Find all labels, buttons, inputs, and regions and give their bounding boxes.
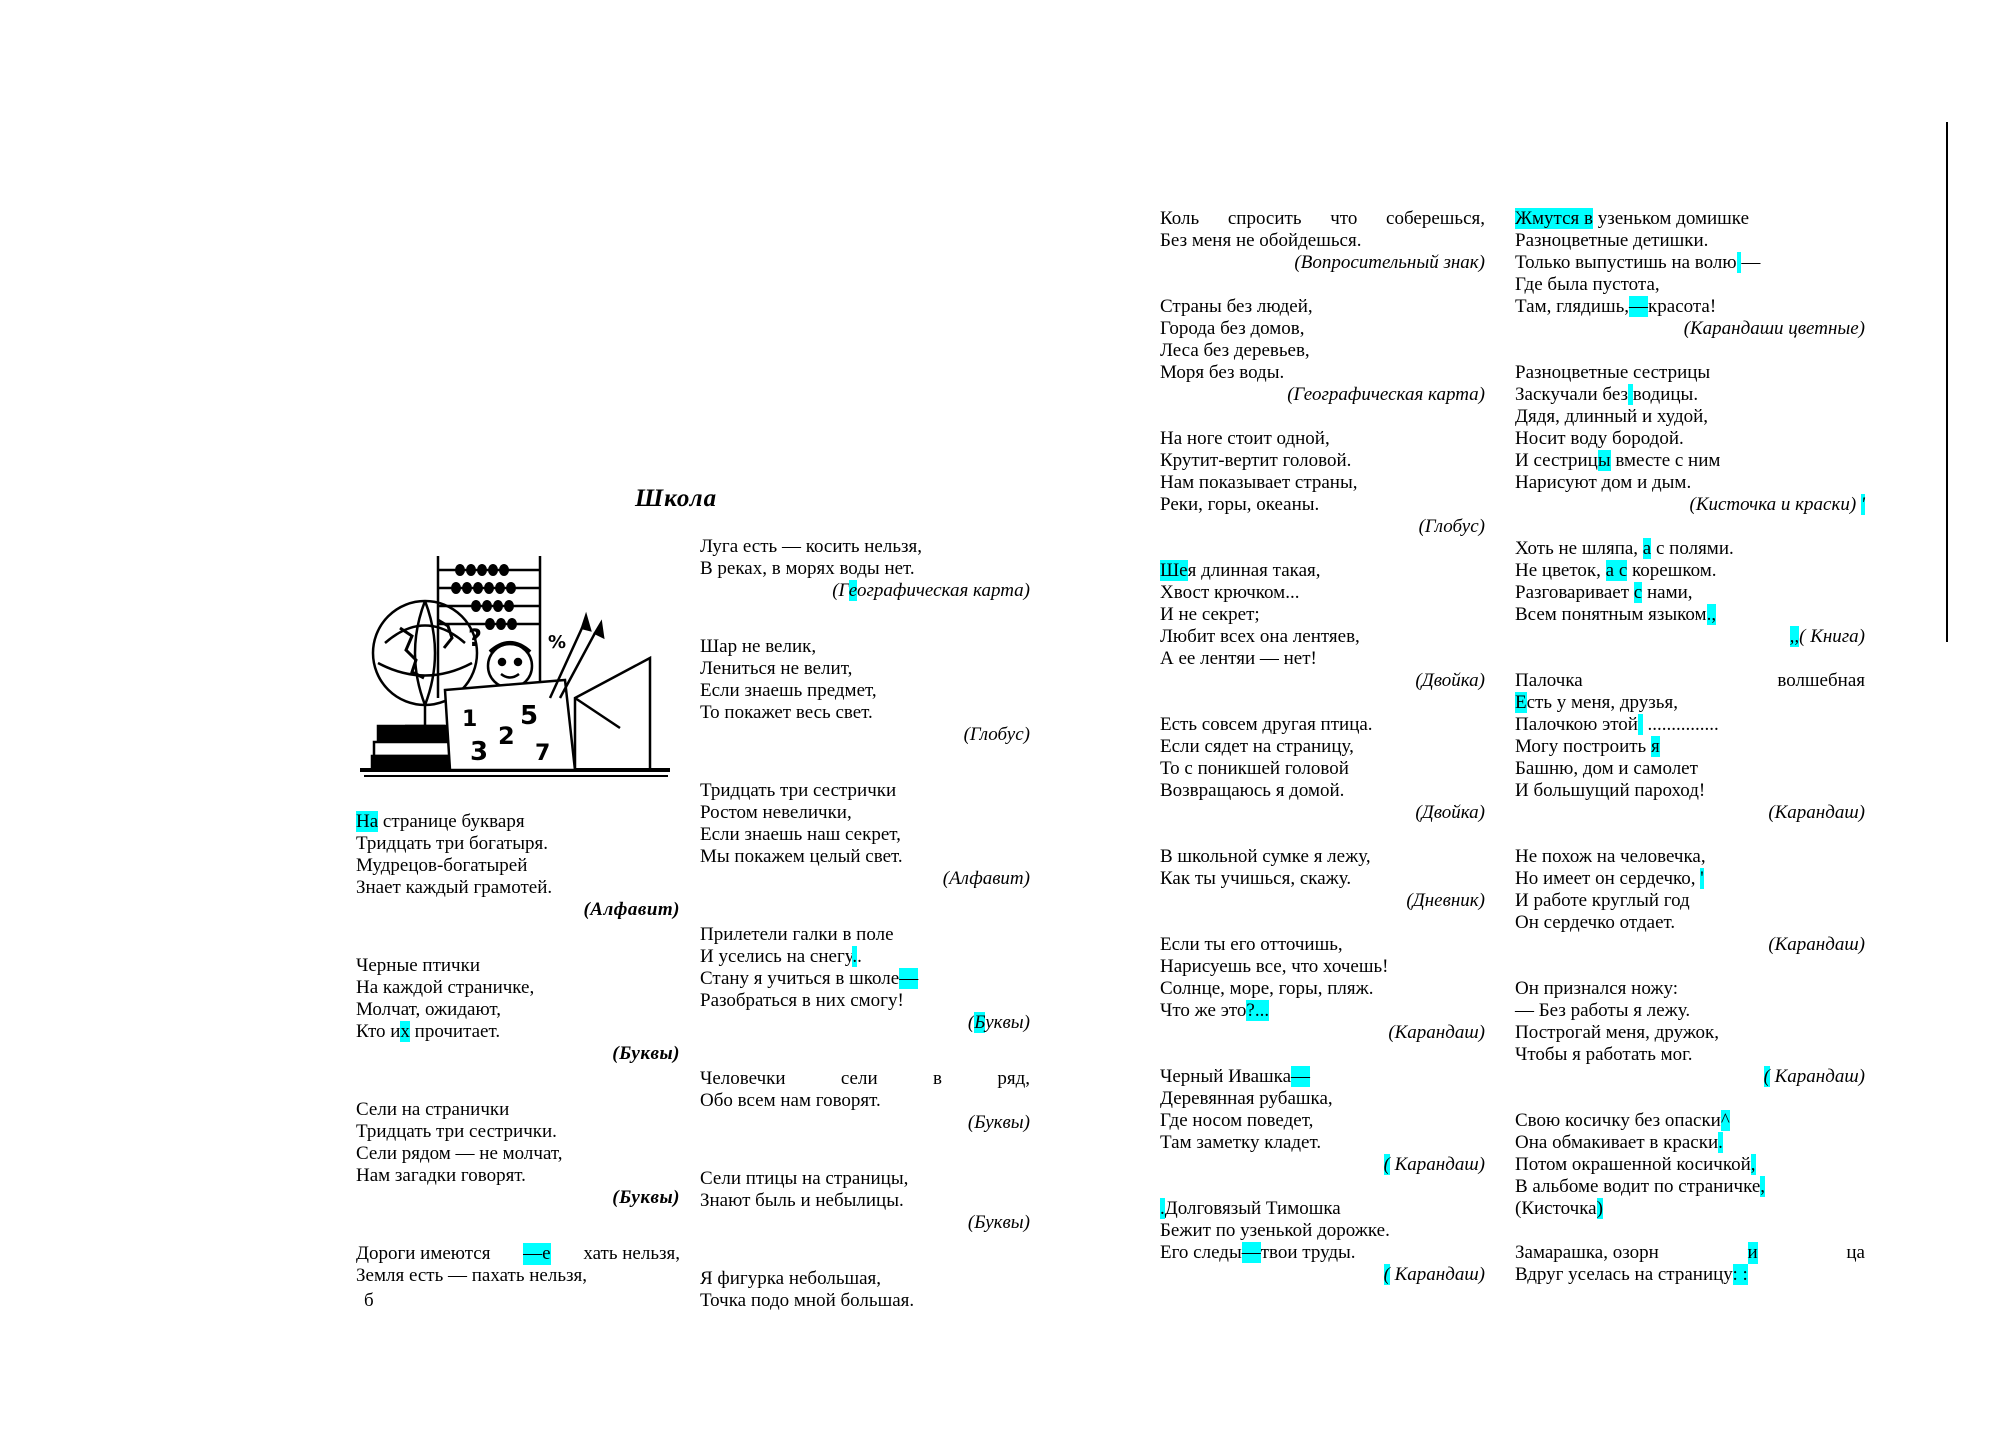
riddle-line: Коль спросить что соберешься, [1160, 208, 1485, 229]
riddle-line: Палочка волшебная [1515, 670, 1865, 691]
riddle-line [1160, 1242, 1485, 1264]
riddle-line [1515, 252, 1865, 274]
riddle-line: Тридцать три сестрички [700, 780, 897, 801]
riddle [1160, 934, 1485, 1044]
riddle-line: Там заметку кладет. [1160, 1132, 1322, 1153]
riddle-line: Луга есть — косить нельзя, [700, 536, 922, 557]
riddle-line: Мудрецов-богатырей [356, 855, 528, 876]
riddle-line: Тридцать три богатыря. [356, 833, 548, 854]
line-part-pre: Черный Ивашка [1160, 1066, 1292, 1087]
riddle-answer: (Двойка) [1415, 670, 1485, 691]
riddle-line: Он признался ножу: [1515, 978, 1679, 999]
riddle-line: Если знаешь наш секрет, [700, 824, 901, 845]
riddle-line [1515, 1154, 1865, 1176]
riddle-answer [1160, 1264, 1485, 1286]
riddle-line: Есть совсем другая птица. [1160, 714, 1373, 735]
riddle-line [700, 946, 1030, 968]
line-part-post: странице букваря [378, 811, 525, 832]
riddle [1515, 670, 1865, 824]
line-part-pre: Палочкою этой [1515, 714, 1638, 735]
riddle-line [700, 968, 1030, 990]
line-part-post: Долговязый Тимошка [1164, 1198, 1341, 1219]
riddle-line [1515, 868, 1865, 890]
svg-text:3: 3 [470, 737, 489, 767]
riddle-answer: (Глобус) [1418, 516, 1485, 537]
line-part-pre: И сестриц [1515, 450, 1598, 471]
line-part-hl: ' [1860, 494, 1865, 515]
riddle [1515, 538, 1865, 648]
line-part-pre: ( [967, 1012, 975, 1033]
svg-text:1: 1 [462, 707, 478, 732]
riddle-line: Я фигурка небольшая, [700, 1268, 882, 1289]
line-part-pre: Дороги имеются [356, 1243, 491, 1264]
line-part-hl: е [848, 580, 857, 601]
line-part-hl: Ше [1160, 560, 1188, 581]
line-part-pre: (Кисточка и краски) [1689, 494, 1861, 515]
riddle [1515, 1110, 1865, 1220]
line-part-post: — [1741, 252, 1761, 273]
riddle [1160, 1198, 1485, 1286]
line-part-hl: ( [1383, 1154, 1390, 1175]
riddle-line [1160, 1198, 1485, 1220]
page-edge-rule [1946, 122, 1948, 642]
line-part-pre: Замарашка, озорн [1515, 1242, 1659, 1263]
svg-text:5: 5 [520, 701, 539, 731]
svg-text:%: % [548, 632, 567, 653]
riddle-line: И большущий пароход! [1515, 780, 1706, 801]
line-part-pre: Его следы [1160, 1242, 1242, 1263]
riddle-line: Ростом невелички, [700, 802, 852, 823]
line-part-hl: Е [1515, 692, 1527, 713]
line-part-post: узеньком домишке [1592, 208, 1750, 229]
line-part-pre: Могу построить [1515, 736, 1651, 757]
riddle-column-2 [700, 536, 1030, 1312]
line-part-hl: Жмутся в [1515, 208, 1593, 229]
riddle-line [1515, 1242, 1865, 1264]
line-part-post: твои труды. [1260, 1242, 1356, 1263]
riddle-line: В реках, в морях воды нет. [700, 558, 915, 579]
riddle-line: На ноге стоит одной, [1160, 428, 1330, 449]
riddle-line [356, 811, 680, 833]
riddle-line [1515, 560, 1865, 582]
line-part-hl: и [1747, 1242, 1758, 1263]
riddle-line: Леса без деревьев, [1160, 340, 1310, 361]
riddle [1515, 978, 1865, 1088]
riddle-line: Сели рядом — не молчат, [356, 1143, 563, 1164]
riddle-line: Любит всех она лентяев, [1160, 626, 1360, 647]
riddle-line: Солнце, море, горы, пляж. [1160, 978, 1374, 999]
riddle-column-3 [1160, 208, 1485, 1286]
riddle [1160, 560, 1485, 692]
riddle-line: Чтобы я работать мог. [1515, 1044, 1693, 1065]
line-part-post: водицы. [1632, 384, 1699, 405]
riddle-line [1515, 450, 1865, 472]
riddle-line: Разноцветные детишки. [1515, 230, 1709, 251]
riddle-line: А ее лентяи — нет! [1160, 648, 1317, 669]
riddle-line: Молчат, ожидают, [356, 999, 502, 1020]
line-part-pre: Только выпустишь на волю [1515, 252, 1737, 273]
riddle [356, 955, 680, 1065]
riddle-line: Земля есть — пахать нельзя, [356, 1265, 588, 1286]
riddle-line [1515, 384, 1865, 406]
riddle-line: Обо всем нам говорят. [700, 1090, 881, 1111]
riddle [700, 924, 1030, 1034]
riddle-line: Башню, дом и самолет [1515, 758, 1698, 779]
riddle-line: Дядя, длинный и худой, [1515, 406, 1709, 427]
riddle-line: Нам загадки говорят. [356, 1165, 526, 1186]
riddle [1160, 846, 1485, 912]
line-part-pre: Потом окрашенной косичкой [1515, 1154, 1751, 1175]
line-part-hl: ,, [1789, 626, 1800, 647]
riddle-answer: (Глобус) [963, 724, 1030, 745]
riddle-line [1515, 1110, 1865, 1132]
line-part-pre: (Г [832, 580, 849, 601]
riddle [1515, 1242, 1865, 1286]
riddle-answer: (Буквы) [612, 1043, 680, 1064]
line-part-hl: : : [1732, 1264, 1748, 1285]
riddle-answer [1160, 1154, 1485, 1176]
line-part-post: Карандаш) [1389, 1264, 1485, 1285]
line-part-hl: ) [1596, 1198, 1603, 1219]
riddle [1515, 846, 1865, 956]
riddle-line: Моря без воды. [1160, 362, 1285, 383]
riddle-answer: (Вопросительный знак) [1294, 252, 1485, 273]
riddle-line [1515, 1176, 1865, 1198]
riddle-line: Прилетели галки в поле [700, 924, 894, 945]
riddle-line: Нарисуют дом и дым. [1515, 472, 1692, 493]
riddle-column-4 [1515, 208, 1865, 1286]
section-title: Школа [635, 485, 718, 512]
line-part-pre: Вдруг уселась на страницу [1515, 1264, 1733, 1285]
line-part-pre: Всем понятным языком [1515, 604, 1707, 625]
riddle-answer: (Буквы) [967, 1112, 1030, 1133]
line-part-post: нами, [1642, 582, 1693, 603]
line-part-hl: , [1750, 1154, 1756, 1175]
line-part-pre: (Кисточка [1515, 1198, 1597, 1219]
line-part-hl: с [1633, 582, 1643, 603]
line-part-hl: — [1291, 1066, 1311, 1087]
line-part-hl: . [1718, 1132, 1723, 1153]
line-part-hl: , [1760, 1176, 1766, 1197]
line-part-post: родой. [1631, 428, 1684, 449]
riddle [356, 1243, 680, 1287]
riddle-line: Страны без людей, [1160, 296, 1313, 317]
riddle-line: Мы покажем целый свет. [700, 846, 903, 867]
riddle-line [1515, 538, 1865, 560]
line-part-post: ............... [1642, 714, 1719, 735]
riddle [356, 811, 680, 921]
riddle-line: Реки, горы, океаны. [1160, 494, 1320, 515]
riddle [1160, 296, 1485, 406]
riddle-line: И работе круглый год [1515, 890, 1690, 911]
line-part-pre: Там, глядишь, [1515, 296, 1630, 317]
line-part-hl: На [356, 811, 379, 832]
riddle-answer: (Алфавит) [942, 868, 1030, 889]
riddle [1515, 362, 1865, 516]
riddle-line: Нам показывает страны, [1160, 472, 1358, 493]
line-part-hl: ( [1763, 1066, 1770, 1087]
riddle-line: Если сядет на страницу, [1160, 736, 1354, 757]
riddle-line: Бежит по узенькой дорожке. [1160, 1220, 1390, 1241]
riddle-line [1515, 692, 1865, 714]
riddle [1515, 208, 1865, 340]
riddle [700, 780, 1030, 890]
line-part-post: ( Книга) [1799, 626, 1865, 647]
riddle [700, 1168, 1030, 1234]
line-part-hl: ы [1597, 450, 1611, 471]
line-part-post: я длинная такая, [1187, 560, 1321, 581]
riddle-line: Без меня не обойдешься. [1160, 230, 1362, 251]
riddle-answer [700, 580, 1030, 602]
riddle-line [1515, 736, 1865, 758]
line-part-pre: Свою косичку без опаски [1515, 1110, 1721, 1131]
riddle-line [1515, 1264, 1865, 1286]
riddle-answer: (Карандаши цветные) [1683, 318, 1865, 339]
school-supplies-illustration [350, 548, 678, 782]
riddle-line [1160, 1000, 1485, 1022]
riddle-line: Черные птички [356, 955, 480, 976]
riddle-line: Шар не велик, [700, 636, 817, 657]
riddle-line: Разноцветные сестрицы [1515, 362, 1711, 383]
riddle-line: Знают быль и небылицы. [700, 1190, 904, 1211]
riddle-line: Знает каждый грамотей. [356, 877, 553, 898]
line-part-pre: Разговаривает [1515, 582, 1634, 603]
line-part-post: корешком. [1627, 560, 1717, 581]
riddle [700, 636, 1030, 746]
riddle-line [1515, 604, 1865, 626]
riddle-line: На каждой страничке, [356, 977, 535, 998]
line-part-post: уквы) [985, 1012, 1030, 1033]
line-part-pre: В альбоме водит по страничке [1515, 1176, 1761, 1197]
line-part-hl: а [1642, 538, 1652, 559]
riddle-line: Построгай меня, дружок, [1515, 1022, 1719, 1043]
riddle-answer: (Карандаш) [1768, 934, 1865, 955]
riddle-answer: (Буквы) [967, 1212, 1030, 1233]
riddle-answer: (Алфавит) [583, 899, 680, 920]
line-part-post: Карандаш) [1769, 1066, 1865, 1087]
line-part-hl: ., [1706, 604, 1717, 625]
line-part-post: Карандаш) [1389, 1154, 1485, 1175]
line-part-post: сть у меня, друзья, [1526, 692, 1678, 713]
riddle-answer: (Карандаш) [1388, 1022, 1485, 1043]
line-part-hl: ^ [1720, 1110, 1730, 1131]
riddle-line: Разобраться в них смогу! [700, 990, 904, 1011]
riddle-line [1515, 582, 1865, 604]
line-part-hl: Б [974, 1012, 986, 1033]
line-part-hl: х [400, 1021, 410, 1042]
riddle-answer: (Буквы) [612, 1187, 680, 1208]
riddle-line: Деревянная рубашка, [1160, 1088, 1333, 1109]
riddle-line [1515, 714, 1865, 736]
riddle-line: Сели птицы на страницы, [700, 1168, 909, 1189]
riddle-answer [700, 1012, 1030, 1034]
svg-text:?: ? [468, 624, 482, 652]
riddle-answer [1515, 1066, 1865, 1088]
riddle-answer: (Дневник) [1406, 890, 1485, 911]
riddle-line: — Без работы я лежу. [1515, 1000, 1691, 1021]
line-part-post: красота! [1648, 296, 1717, 317]
riddle-line: Города без домов, [1160, 318, 1305, 339]
riddle-line [1160, 560, 1485, 582]
line-part-hl: я [1650, 736, 1660, 757]
line-part-post: хать нельзя, [583, 1243, 680, 1264]
riddle-line: Как ты учишься, скажу. [1160, 868, 1352, 889]
riddle-answer: (Двойка) [1415, 802, 1485, 823]
line-part-pre: Она обмакивает в краски [1515, 1132, 1719, 1153]
line-part-hl: ?... [1246, 1000, 1270, 1021]
line-part-post: вместе с ним [1610, 450, 1721, 471]
line-part-pre: Стану я учиться в школе [700, 968, 900, 989]
riddle-line: Сели на странички [356, 1099, 510, 1120]
riddle [1160, 714, 1485, 824]
riddle-line: В школьной сумке я лежу, [1160, 846, 1371, 867]
line-part-hl: . [1160, 1198, 1165, 1219]
riddle-line [1515, 296, 1865, 318]
riddle-line: Крутит-вертит головой. [1160, 450, 1352, 471]
riddle-line [1515, 1132, 1865, 1154]
riddle-column-1 [356, 811, 680, 1287]
riddle-line: Нарисуешь все, что хочешь! [1160, 956, 1389, 977]
line-part-hl: —е [523, 1243, 551, 1264]
riddle-answer: (Карандаш) [1768, 802, 1865, 823]
riddle-answer: (Географическая карта) [1287, 384, 1485, 405]
riddle-line: И не секрет; [1160, 604, 1260, 625]
riddle [1160, 208, 1485, 274]
line-part-hl: а с [1605, 560, 1628, 581]
line-part-post: ографическая карта) [856, 580, 1030, 601]
line-part-hl: . [852, 946, 858, 967]
riddle-line: Где была пустота, [1515, 274, 1660, 295]
riddle [1160, 428, 1485, 538]
riddle-answer [1515, 626, 1865, 648]
riddle-line: То с поникшей головой [1160, 758, 1349, 779]
riddle-line [356, 1021, 680, 1043]
line-part-post: прочитает. [409, 1021, 501, 1042]
riddle-line: Точка подо мной большая. [700, 1290, 915, 1311]
line-part-pre: Не цветок, [1515, 560, 1606, 581]
line-part-post: . [857, 946, 862, 967]
line-part-hl: — [1629, 296, 1649, 317]
riddle-line [1515, 208, 1865, 230]
riddle [700, 536, 1030, 602]
line-part-pre: Но имеет он сердечко, [1515, 868, 1701, 889]
riddle-line: Он сердечко отдает. [1515, 912, 1676, 933]
svg-text:2: 2 [498, 722, 515, 750]
riddle-line: Если знаешь предмет, [700, 680, 877, 701]
svg-text:7: 7 [535, 741, 551, 766]
riddle [700, 1268, 1030, 1312]
riddle-line [1515, 428, 1865, 450]
riddle-line: Возвращаюсь я домой. [1160, 780, 1345, 801]
riddle [1160, 1066, 1485, 1176]
line-part-hl: ( [1383, 1264, 1390, 1285]
riddle-line: Тридцать три сестрички. [356, 1121, 557, 1142]
riddle-line: То покажет весь свет. [700, 702, 873, 723]
riddle-line [1515, 1198, 1865, 1220]
riddle-answer [1515, 494, 1865, 516]
line-part-hl: — [899, 968, 919, 989]
riddle-line [356, 1243, 680, 1265]
riddle-line: Где носом поведет, [1160, 1110, 1314, 1131]
line-part-post: с полями. [1651, 538, 1734, 559]
riddle-line: Хвост крючком... [1160, 582, 1300, 603]
line-part-hl: — [1241, 1242, 1261, 1263]
line-part-pre: Что же это [1160, 1000, 1247, 1021]
riddle-line: Если ты его отточишь, [1160, 934, 1343, 955]
line-part-pre: Носит воду бо [1515, 428, 1632, 449]
riddle-line: Человечки сели в ряд, [700, 1068, 1030, 1089]
line-part-pre: И уселись на снегу [700, 946, 853, 967]
line-part-pre: Хоть не шляпа, [1515, 538, 1643, 559]
riddle [700, 1068, 1030, 1134]
line-part-pre: Заскучали без [1515, 384, 1628, 405]
line-part-pre: Кто и [356, 1021, 401, 1042]
line-part-hl: ' [1700, 868, 1704, 889]
riddle-line: Лениться не велит, [700, 658, 853, 679]
riddle [356, 1099, 680, 1209]
riddle-line [1160, 1066, 1485, 1088]
riddle-line: Не похож на человечка, [1515, 846, 1706, 867]
line-part-post: ца [1846, 1242, 1865, 1263]
page-number: б [364, 1290, 374, 1311]
